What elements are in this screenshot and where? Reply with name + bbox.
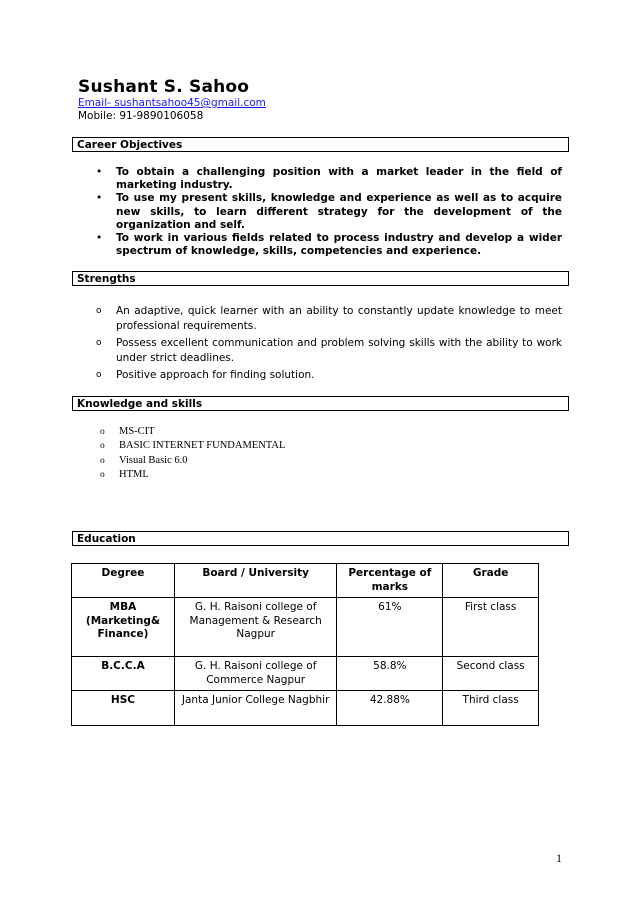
page-number: 1 bbox=[556, 851, 562, 865]
column-header: Percentage of marks bbox=[337, 564, 443, 598]
table-cell: G. H. Raisoni college of Commerce Nagpur bbox=[174, 657, 337, 691]
table-row bbox=[72, 598, 539, 657]
list-item: o HTML bbox=[100, 468, 285, 482]
table-cell: MBA (Marketing& Finance) bbox=[72, 598, 175, 657]
table-cell: G. H. Raisoni college of Management & Research Nagpur bbox=[174, 598, 337, 657]
table-cell: 58.8% bbox=[337, 657, 443, 691]
knowledge-skills-list bbox=[100, 425, 285, 482]
list-item: o An adaptive, quick learner with an ability to constantly update knowledge to meet professional requirements. bbox=[96, 304, 562, 333]
list-item: o Positive approach for finding solution. bbox=[96, 368, 562, 383]
table-header-row bbox=[72, 564, 539, 598]
table-cell: Second class bbox=[443, 657, 539, 691]
section-heading-education: Education bbox=[72, 531, 569, 546]
section-heading-career-objectives: Career Objectives bbox=[72, 137, 569, 152]
table-cell: 61% bbox=[337, 598, 443, 657]
email-link[interactable]: Email- sushantsahoo45@gmail.com bbox=[78, 97, 266, 109]
list-item: o BASIC INTERNET FUNDAMENTAL bbox=[100, 439, 285, 453]
mobile-number: Mobile: 91-9890106058 bbox=[78, 110, 204, 122]
section-heading-knowledge-skills: Knowledge and skills bbox=[72, 396, 569, 411]
list-item: o Possess excellent communication and problem solving skills with the ability to work under strict deadlines. bbox=[96, 336, 562, 365]
list-item: o MS-CIT bbox=[100, 425, 285, 439]
column-header: Degree bbox=[72, 564, 175, 598]
section-heading-strengths: Strengths bbox=[72, 271, 569, 286]
column-header: Grade bbox=[443, 564, 539, 598]
career-objectives-list bbox=[96, 166, 562, 258]
table-cell: HSC bbox=[72, 691, 175, 726]
column-header: Board / University bbox=[174, 564, 337, 598]
education-table bbox=[71, 563, 539, 726]
table-cell: First class bbox=[443, 598, 539, 657]
table-cell: Third class bbox=[443, 691, 539, 726]
strengths-list bbox=[96, 304, 562, 386]
list-item: o Visual Basic 6.0 bbox=[100, 454, 285, 468]
table-cell: Janta Junior College Nagbhir bbox=[174, 691, 337, 726]
list-item: • To obtain a challenging position with a market leader in the field of marketing industry. bbox=[96, 166, 562, 192]
table-row bbox=[72, 657, 539, 691]
list-item: • To use my present skills, knowledge and experience as well as to acquire new skills, to learn different strategy for the development of the organization and self. bbox=[96, 192, 562, 232]
candidate-name: Sushant S. Sahoo bbox=[78, 77, 250, 97]
table-row bbox=[72, 691, 539, 726]
table-cell: B.C.C.A bbox=[72, 657, 175, 691]
list-item: • To work in various fields related to process industry and develop a wider spectrum of knowledge, skills, competencies and experience. bbox=[96, 232, 562, 258]
table-cell: 42.88% bbox=[337, 691, 443, 726]
